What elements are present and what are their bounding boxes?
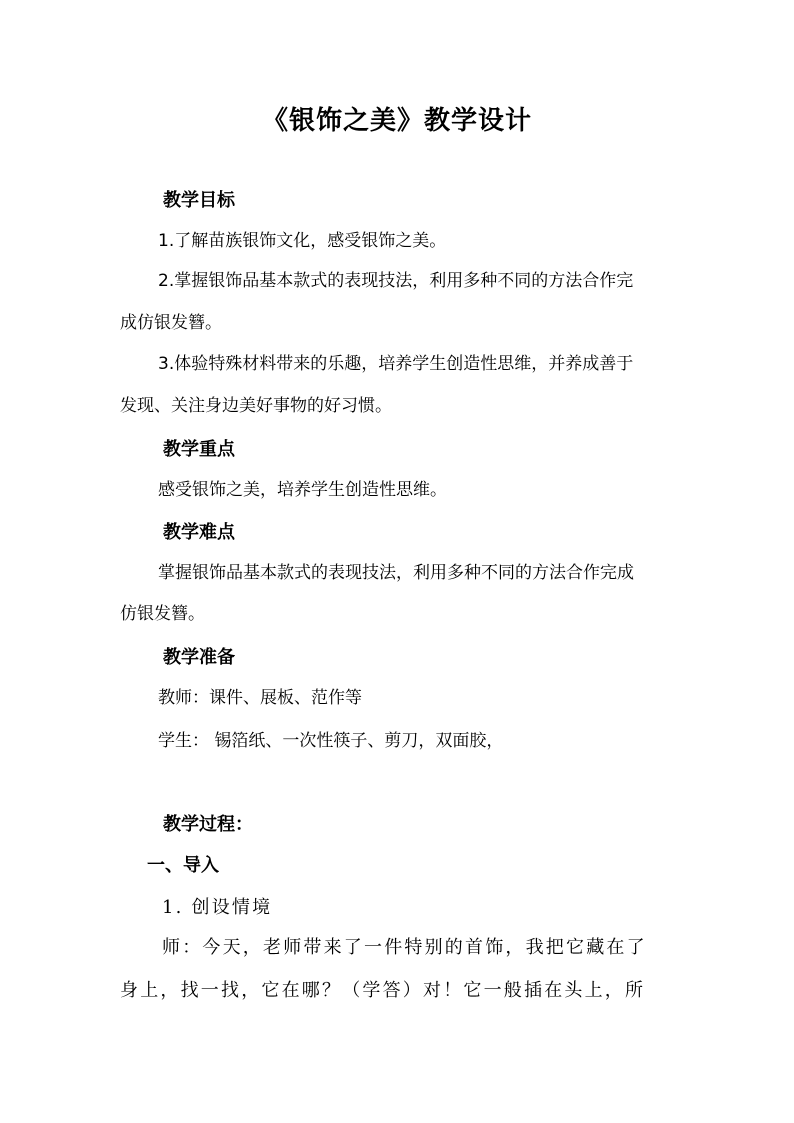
- difficulties-line-1: 掌握银饰品基本款式的表现技法，利用多种不同的方法合作完成: [158, 563, 634, 583]
- key-points-text: 感受银饰之美，培养学生创造性思维。: [158, 480, 447, 500]
- preparation-student: 学生： 锡箔纸、一次性筷子、剪刀，双面胶，: [158, 731, 504, 751]
- objective-item-1: 1.了解苗族银饰文化，感受银饰之美。: [158, 231, 447, 251]
- difficulties-heading: 教学难点: [163, 522, 235, 543]
- objective-item-2-line-1: 2.掌握银饰品基本款式的表现技法，利用多种不同的方法合作完: [158, 271, 634, 291]
- process-step-1: 1. 创设情境: [162, 897, 273, 918]
- process-paragraph-line-1: 师：今天，老师带来了一件特别的首饰，我把它藏在了: [162, 937, 647, 958]
- preparation-teacher: 教师：课件、展板、范作等: [158, 688, 362, 708]
- difficulties-line-2: 仿银发簪。: [120, 604, 205, 624]
- document-title: 《银饰之美》教学设计: [261, 106, 532, 136]
- objective-item-3-line-2: 发现、关注身边美好事物的好习惯。: [120, 396, 392, 416]
- process-heading: 教学过程：: [163, 814, 253, 835]
- key-points-heading: 教学重点: [163, 439, 235, 460]
- process-paragraph-line-2: 身上，找一找，它在哪？（学答）对！它一般插在头上，所: [120, 980, 646, 1001]
- preparation-heading: 教学准备: [163, 647, 235, 668]
- process-part-1: 一、导入: [147, 855, 219, 876]
- objective-item-2-line-2: 成仿银发簪。: [120, 313, 222, 333]
- objective-item-3-line-1: 3.体验特殊材料带来的乐趣，培养学生创造性思维，并养成善于: [158, 354, 634, 374]
- objectives-heading: 教学目标: [163, 190, 235, 211]
